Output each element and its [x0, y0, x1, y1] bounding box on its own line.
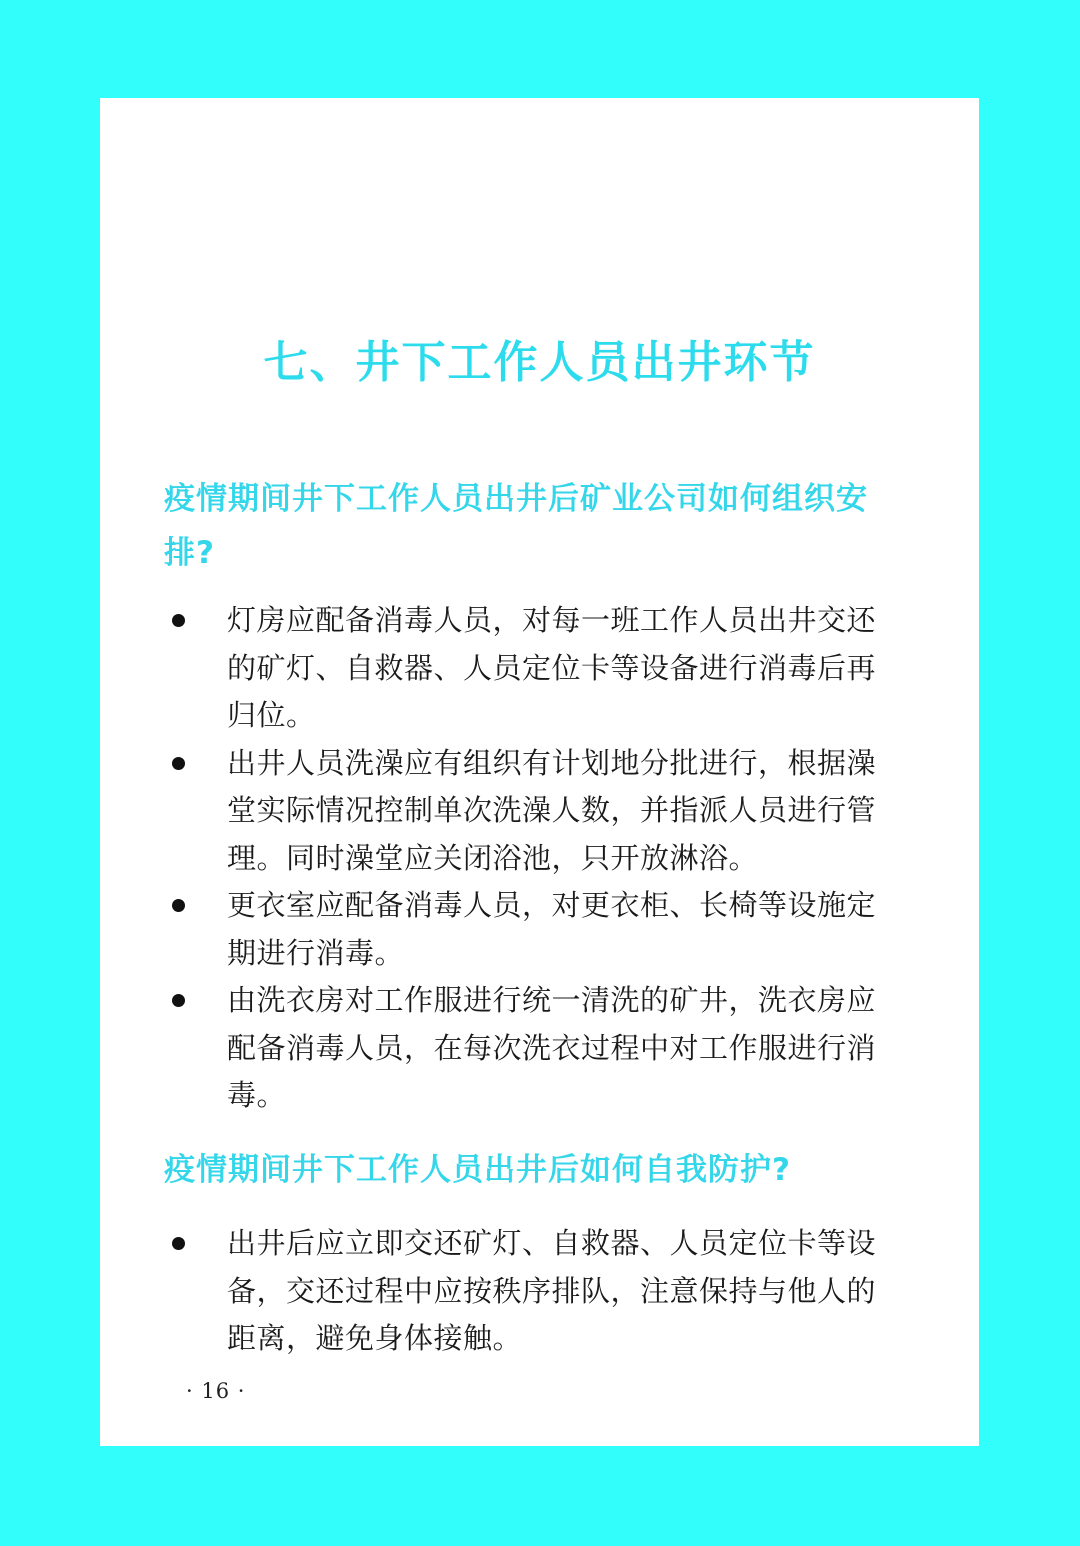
bullet-text: 由洗衣房对工作服进行统一清洗的矿井，洗衣房应配备消毒人员，在每次洗衣过程中对工作服进行消毒。	[227, 983, 877, 1112]
document-page	[100, 98, 979, 1446]
bullet-dot-icon	[172, 1237, 185, 1250]
bullet-dot-icon	[172, 757, 185, 770]
bullet-list-2	[164, 1220, 904, 1363]
bullet-text: 出井人员洗澡应有组织有计划地分批进行，根据澡堂实际情况控制单次洗澡人数，并指派人员进行管理。同时澡堂应关闭浴池，只开放淋浴。	[227, 745, 877, 875]
bullet-dot-icon	[172, 899, 185, 912]
bullet-item	[164, 977, 904, 1120]
bullet-dot-icon	[172, 614, 185, 627]
bullet-text: 出井后应立即交还矿灯、自救器、人员定位卡等设备，交还过程中应按秩序排队，注意保持与他人的距离，避免身体接触。	[227, 1226, 877, 1355]
bullet-text: 更衣室应配备消毒人员，对更衣柜、长椅等设施定期进行消毒。	[227, 888, 877, 970]
chapter-title: 七、井下工作人员出井环节	[263, 337, 816, 388]
bullet-item	[164, 1220, 904, 1363]
section-question-1: 疫情期间井下工作人员出井后矿业公司如何组织安排?	[164, 481, 868, 571]
section-question-2: 疫情期间井下工作人员出井后如何自我防护?	[164, 1152, 791, 1188]
bullet-item	[164, 740, 904, 883]
page-number: · 16 ·	[186, 1379, 246, 1403]
bullet-item	[164, 597, 904, 740]
bullet-item	[164, 882, 904, 977]
bullet-list-1	[164, 597, 904, 1120]
bullet-text: 灯房应配备消毒人员，对每一班工作人员出井交还的矿灯、自救器、人员定位卡等设备进行消毒后再归位。	[227, 603, 877, 732]
bullet-dot-icon	[172, 994, 185, 1007]
